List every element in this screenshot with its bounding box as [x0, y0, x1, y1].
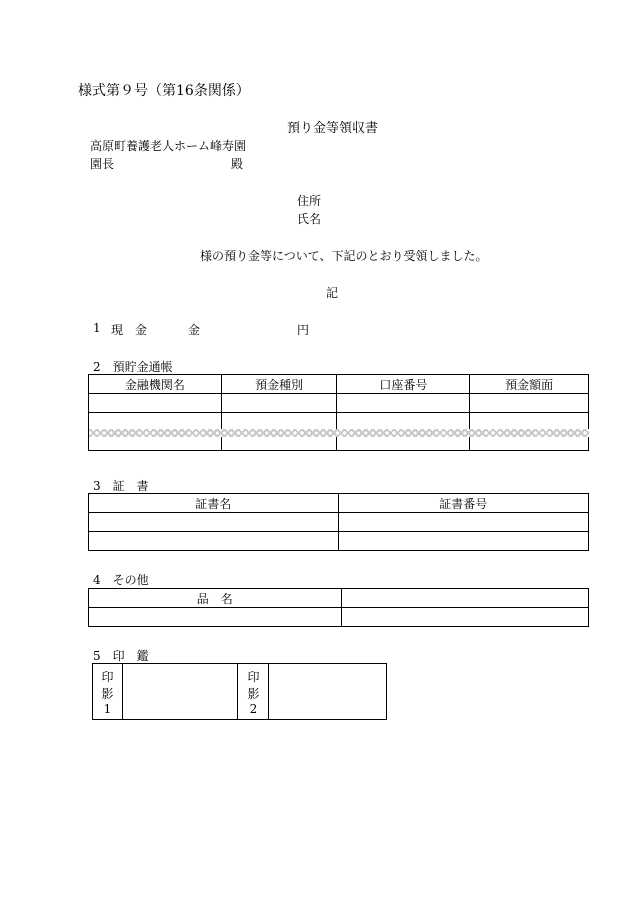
- table-row: [89, 513, 589, 532]
- table-omission-mark: [89, 429, 589, 437]
- other-items-table: [88, 588, 589, 627]
- document-title: 預り金等領収書: [287, 121, 379, 136]
- ki-heading: 記: [326, 286, 339, 300]
- section1-number: 1: [93, 321, 101, 335]
- addressee-honorific: 殿: [231, 157, 244, 171]
- certificate-table: [88, 493, 589, 551]
- form-number: 様式第９号（第16条関係）: [78, 83, 250, 99]
- seal2-impression-box[interactable]: [269, 664, 387, 720]
- bankbook-header-type: 預金種別: [221, 375, 337, 394]
- section3-heading: 3 証 書: [93, 479, 149, 493]
- table-row: [89, 532, 589, 551]
- table-row: [89, 394, 589, 413]
- other-items-header-name: 品 名: [89, 589, 342, 608]
- section1-amount-label: 金: [188, 323, 201, 337]
- receipt-statement: 様の預り金等について、下記のとおり受領しました。: [200, 249, 488, 263]
- bankbook-table: [88, 374, 589, 451]
- bankbook-header-account: 口座番号: [337, 375, 470, 394]
- seal1-label: 印 影 1: [93, 664, 123, 720]
- section5-heading: 5 印 鑑: [93, 649, 149, 663]
- bankbook-header-bank: 金融機関名: [89, 375, 222, 394]
- addressee-organization: 高原町養護老人ホーム峰寿園: [90, 139, 247, 153]
- seal-table: [92, 663, 387, 720]
- certificate-header-number: 証書番号: [338, 494, 589, 513]
- address-label: 住所: [297, 194, 322, 208]
- table-row: [89, 608, 589, 627]
- section1-label: 現 金: [111, 323, 148, 337]
- seal2-label: 印 影 2: [238, 664, 269, 720]
- bankbook-header-amount: 預金額面: [470, 375, 589, 394]
- name-label: 氏名: [297, 212, 322, 226]
- certificate-header-name: 証書名: [89, 494, 339, 513]
- section2-heading: 2 預貯金通帳: [93, 360, 173, 374]
- section4-heading: 4 その他: [93, 573, 149, 587]
- seal1-impression-box[interactable]: [122, 664, 238, 720]
- addressee-title: 園長: [90, 157, 115, 171]
- section1-unit: 円: [297, 323, 310, 337]
